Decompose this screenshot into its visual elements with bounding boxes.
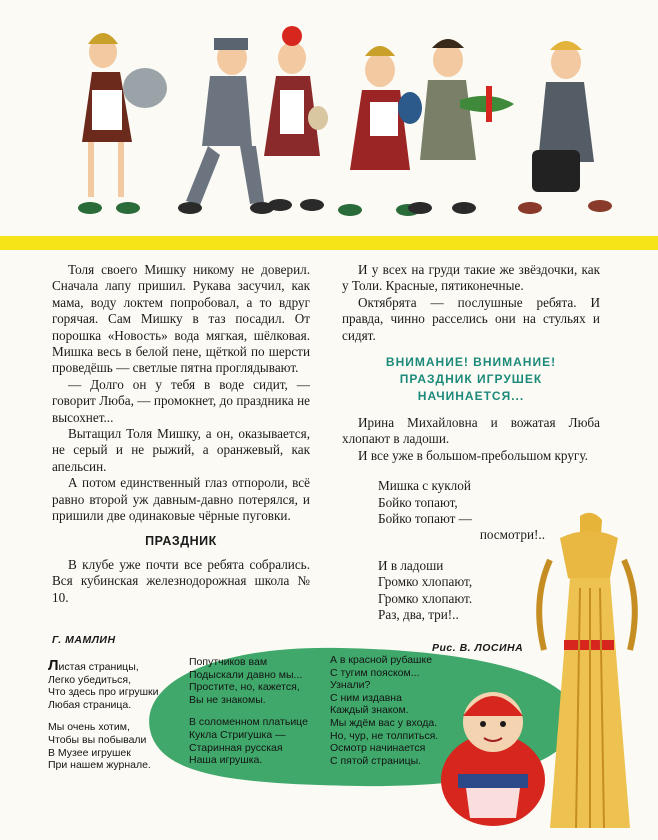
author-credit: Г. МАМЛИН xyxy=(52,634,116,646)
bottom-poem-col-1 xyxy=(48,657,159,772)
bottom-poem-col-2 xyxy=(189,656,308,767)
paragraph: И у всех на груди такие же звёздочки, как у Толи. Красные, пятиконечные. xyxy=(342,262,600,294)
poem-line: Узнали? xyxy=(330,679,371,692)
poem-line: Попутчиков вам xyxy=(189,656,268,668)
poem-line: Осмотр начинается xyxy=(330,742,426,755)
verse-line: Раз, два, три!.. xyxy=(378,607,459,623)
child-boy-with-bag xyxy=(518,41,612,214)
child-girl-with-doll xyxy=(338,46,422,216)
verse-line: Громко хлопают. xyxy=(378,590,473,606)
poem-line: Мы ждём вас у входа. xyxy=(330,716,438,729)
children-parade-illustration xyxy=(0,0,658,236)
artist-credit: Рис. В. ЛОСИНА xyxy=(432,642,524,654)
paragraph: — Долго он у тебя в воде сидит, — говорит Люба, — промокнет, до праздника не высохнет... xyxy=(52,376,310,425)
poem-line: Старинная русская xyxy=(189,741,283,754)
child-boy-cap xyxy=(178,38,274,214)
bottom-poem-col-3 xyxy=(330,654,438,767)
poem-line: Вы не знакомы. xyxy=(189,693,266,706)
child-boy-with-plane xyxy=(408,39,514,214)
poem-line: истая страницы, xyxy=(58,661,139,673)
poem-line: Каждый знаком. xyxy=(330,704,409,717)
child-girl-with-elephant xyxy=(78,33,167,214)
drop-cap: Л xyxy=(48,657,59,674)
announcement-line: ПРАЗДНИК ИГРУШЕК xyxy=(399,372,543,387)
paragraph: В клубе уже почти все ребята собрались. Вся кубинская железнодорожная школа № 10. xyxy=(52,556,310,605)
poem-line: Любая страница. xyxy=(48,698,132,711)
poem-line: Кукла Стригушка — xyxy=(189,728,286,741)
paragraph: Октябрята — послушные ребята. И правда, чинно расселись они на стульях и сидят. xyxy=(342,294,600,343)
paragraph: И все уже в большом-пребольшом кругу. xyxy=(358,447,588,463)
announcement-line: НАЧИНАЕТСЯ... xyxy=(417,389,525,404)
announcement-heading xyxy=(342,354,600,405)
paragraph: А потом единственный глаз отпороли, всё равно второй уж давным-давно потерялся, и пришили две одинаковые чёрные пуговки. xyxy=(52,475,310,524)
verse-line: посмотри!.. xyxy=(479,527,545,543)
poem-line: Подыскали давно мы... xyxy=(189,668,303,681)
poem-line: С пятой страницы. xyxy=(330,754,422,767)
poem-line: Мы очень хотим, xyxy=(48,721,130,734)
verse-line: И в ладоши xyxy=(378,557,444,573)
poem-line: В Музее игрушек xyxy=(48,746,131,759)
section-heading: ПРАЗДНИК xyxy=(145,533,217,548)
poem-line: А в красной рубашке xyxy=(330,654,433,666)
poem-line: С тугим пояском... xyxy=(330,666,420,679)
poem-line: Чтобы вы побывали xyxy=(48,733,147,746)
poem-line: Что здесь про игрушки xyxy=(48,686,159,699)
poem-line: Наша игрушка. xyxy=(189,754,263,767)
paragraph: Вытащил Толя Мишку, а он, оказывается, не серый и не рыжий, а оранжевый, как апельсин. xyxy=(52,426,310,474)
verse-line: Бойко топают, xyxy=(378,494,458,510)
verse-line: Громко хлопают, xyxy=(378,574,473,590)
poem-line: Но, чур, не толпиться. xyxy=(330,729,439,742)
poem-line: В соломенном платьице xyxy=(189,716,308,729)
poem-line: Легко убедиться, xyxy=(48,673,132,686)
verse-line: Мишка с куклой xyxy=(378,478,471,494)
announcement-line: ВНИМАНИЕ! ВНИМАНИЕ! xyxy=(385,355,557,370)
child-girl-red-bow xyxy=(264,26,328,211)
paragraph: Ирина Михайловна и вожатая Люба хлопают в ладоши. xyxy=(342,415,600,447)
paragraph: Толя своего Мишку никому не доверил. Сначала лапу пришил. Рукава засучил, как мама, воду локтем попробовал, а то вдруг горячая. Сам Мишку в таз посадил. От порошка «Новость» вода мягкая, шёлковая. Мишка весь в белой пене, щёткой по шерсти проведёшь — светлые пятна проглядывают. xyxy=(52,262,310,376)
yellow-band xyxy=(0,236,658,250)
left-column xyxy=(52,262,310,606)
roly-poly-doll-illustration xyxy=(438,686,548,828)
verse-line: Бойко топают — xyxy=(378,511,472,527)
poem-line: При нашем журнале. xyxy=(48,759,151,772)
poem-line: Простите, но, кажется, xyxy=(189,681,300,694)
poem-line: С ним издавна xyxy=(330,691,402,704)
